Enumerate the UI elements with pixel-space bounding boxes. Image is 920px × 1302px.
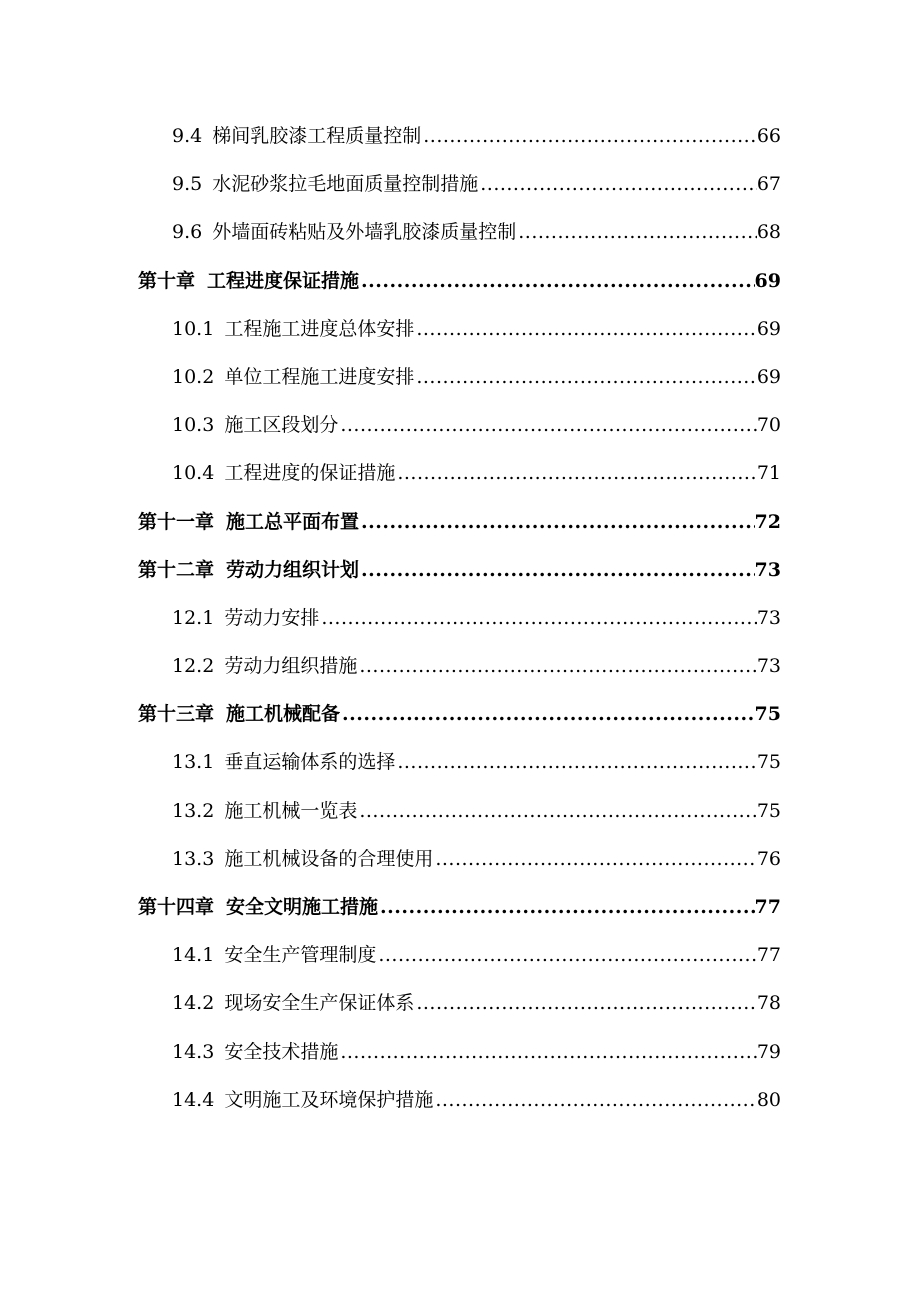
toc-entry-number: 10.3 bbox=[172, 414, 215, 437]
toc-entry-title: 梯间乳胶漆工程质量控制 bbox=[212, 125, 422, 147]
toc-entry-number: 第十章 bbox=[138, 269, 196, 292]
toc-entry[interactable] bbox=[0, 1076, 781, 1124]
toc-dot-leader bbox=[340, 1028, 756, 1076]
toc-entry-page: 69 bbox=[756, 365, 781, 388]
toc-entry-title: 安全文明施工措施 bbox=[226, 896, 379, 918]
toc-dot-leader bbox=[359, 787, 756, 835]
toc-entry-page: 69 bbox=[756, 317, 781, 340]
toc-entry[interactable] bbox=[0, 594, 781, 642]
toc-entry-number: 第十三章 bbox=[138, 703, 215, 726]
toc-entry-page: 73 bbox=[756, 655, 781, 678]
toc-entry-number: 14.2 bbox=[172, 992, 215, 1015]
toc-entry-title: 劳动力安排 bbox=[224, 606, 320, 629]
toc-dot-leader bbox=[359, 642, 756, 690]
toc-entry-page: 76 bbox=[756, 847, 781, 870]
toc-dot-leader bbox=[435, 1076, 756, 1124]
toc-dot-leader bbox=[380, 883, 755, 931]
toc-entry-title: 施工区段划分 bbox=[224, 414, 339, 437]
toc-entry-page: 70 bbox=[756, 414, 781, 437]
toc-entry-number: 10.2 bbox=[172, 365, 215, 388]
toc-chapter-entry[interactable] bbox=[0, 498, 781, 546]
toc-entry[interactable] bbox=[0, 931, 781, 979]
toc-entry-page: 75 bbox=[754, 703, 781, 726]
toc-entry-title: 施工机械一览表 bbox=[224, 799, 358, 822]
toc-entry-number: 9.4 bbox=[172, 125, 203, 147]
toc-entry-number: 12.2 bbox=[172, 655, 215, 678]
toc-entry-number: 13.2 bbox=[172, 799, 215, 822]
toc-entry-number: 14.4 bbox=[172, 1088, 215, 1111]
toc-entry[interactable] bbox=[0, 353, 781, 401]
toc-entry-number: 9.5 bbox=[172, 173, 203, 196]
toc-entry[interactable] bbox=[0, 1028, 781, 1076]
toc-dot-leader bbox=[340, 401, 756, 449]
table-of-contents bbox=[0, 112, 920, 1124]
toc-entry-title: 水泥砂浆拉毛地面质量控制措施 bbox=[212, 173, 479, 196]
toc-entry-page: 80 bbox=[756, 1088, 781, 1111]
toc-entry-title: 劳动力组织措施 bbox=[224, 655, 358, 678]
toc-entry-number: 9.6 bbox=[172, 221, 203, 244]
toc-entry[interactable] bbox=[0, 979, 781, 1027]
toc-entry-page: 79 bbox=[756, 1040, 781, 1063]
toc-entry[interactable] bbox=[0, 401, 781, 449]
toc-entry-page: 66 bbox=[756, 125, 781, 147]
toc-entry[interactable] bbox=[0, 449, 781, 497]
toc-entry-page: 77 bbox=[754, 896, 781, 918]
toc-entry-page: 77 bbox=[756, 944, 781, 967]
toc-dot-leader bbox=[416, 979, 756, 1027]
toc-dot-leader bbox=[423, 112, 757, 160]
toc-entry-title: 施工机械设备的合理使用 bbox=[224, 847, 434, 870]
toc-dot-leader bbox=[416, 353, 756, 401]
toc-entry-number: 12.1 bbox=[172, 606, 215, 629]
toc-entry-number: 10.1 bbox=[172, 317, 215, 340]
toc-entry-title: 安全生产管理制度 bbox=[224, 944, 377, 967]
toc-entry-title: 工程进度的保证措施 bbox=[224, 462, 396, 485]
toc-entry-number: 第十四章 bbox=[138, 896, 215, 918]
toc-entry-title: 劳动力组织计划 bbox=[226, 558, 360, 581]
toc-entry[interactable] bbox=[0, 787, 781, 835]
toc-dot-leader bbox=[378, 931, 756, 979]
toc-entry-page: 78 bbox=[756, 992, 781, 1015]
toc-entry-number: 14.1 bbox=[172, 944, 215, 967]
toc-entry-title: 工程施工进度总体安排 bbox=[224, 317, 415, 340]
toc-chapter-entry[interactable] bbox=[0, 546, 781, 594]
toc-entry-number: 第十二章 bbox=[138, 558, 215, 581]
toc-entry-title: 安全技术措施 bbox=[224, 1040, 339, 1063]
toc-dot-leader bbox=[435, 835, 756, 883]
toc-entry[interactable] bbox=[0, 112, 781, 160]
toc-entry[interactable] bbox=[0, 642, 781, 690]
toc-entry-title: 垂直运输体系的选择 bbox=[224, 751, 396, 774]
toc-entry-title: 现场安全生产保证体系 bbox=[224, 992, 415, 1015]
toc-chapter-entry[interactable] bbox=[0, 257, 781, 305]
toc-entry-title: 外墙面砖粘贴及外墙乳胶漆质量控制 bbox=[212, 221, 517, 244]
toc-entry-number: 14.3 bbox=[172, 1040, 215, 1063]
toc-entry-page: 73 bbox=[754, 558, 781, 581]
toc-dot-leader bbox=[416, 305, 756, 353]
toc-entry[interactable] bbox=[0, 835, 781, 883]
toc-dot-leader bbox=[321, 594, 756, 642]
toc-entry-title: 施工机械配备 bbox=[226, 703, 341, 726]
toc-dot-leader bbox=[361, 546, 755, 594]
toc-entry-page: 71 bbox=[756, 462, 781, 485]
toc-dot-leader bbox=[518, 208, 757, 256]
toc-dot-leader bbox=[361, 257, 755, 305]
toc-entry-page: 67 bbox=[756, 173, 781, 196]
toc-entry-number: 13.3 bbox=[172, 847, 215, 870]
toc-dot-leader bbox=[397, 449, 756, 497]
toc-dot-leader bbox=[361, 498, 755, 546]
toc-entry-page: 69 bbox=[754, 269, 781, 292]
toc-entry-page: 75 bbox=[756, 799, 781, 822]
toc-entry-title: 工程进度保证措施 bbox=[207, 269, 360, 292]
toc-entry-title: 文明施工及环境保护措施 bbox=[224, 1088, 434, 1111]
toc-entry-page: 73 bbox=[756, 606, 781, 629]
toc-chapter-entry[interactable] bbox=[0, 883, 781, 931]
toc-entry-page: 68 bbox=[756, 221, 781, 244]
toc-entry-number: 13.1 bbox=[172, 751, 215, 774]
toc-entry-page: 75 bbox=[756, 751, 781, 774]
toc-entry-number: 第十一章 bbox=[138, 510, 215, 533]
toc-entry[interactable] bbox=[0, 208, 781, 256]
toc-entry[interactable] bbox=[0, 305, 781, 353]
toc-dot-leader bbox=[480, 160, 757, 208]
toc-chapter-entry[interactable] bbox=[0, 690, 781, 738]
toc-entry[interactable] bbox=[0, 160, 781, 208]
toc-entry-title: 单位工程施工进度安排 bbox=[224, 365, 415, 388]
toc-entry-title: 施工总平面布置 bbox=[226, 510, 360, 533]
toc-entry-number: 10.4 bbox=[172, 462, 215, 485]
toc-dot-leader bbox=[342, 690, 755, 738]
toc-entry-page: 72 bbox=[754, 510, 781, 533]
toc-entry[interactable] bbox=[0, 738, 781, 786]
toc-dot-leader bbox=[397, 738, 756, 786]
